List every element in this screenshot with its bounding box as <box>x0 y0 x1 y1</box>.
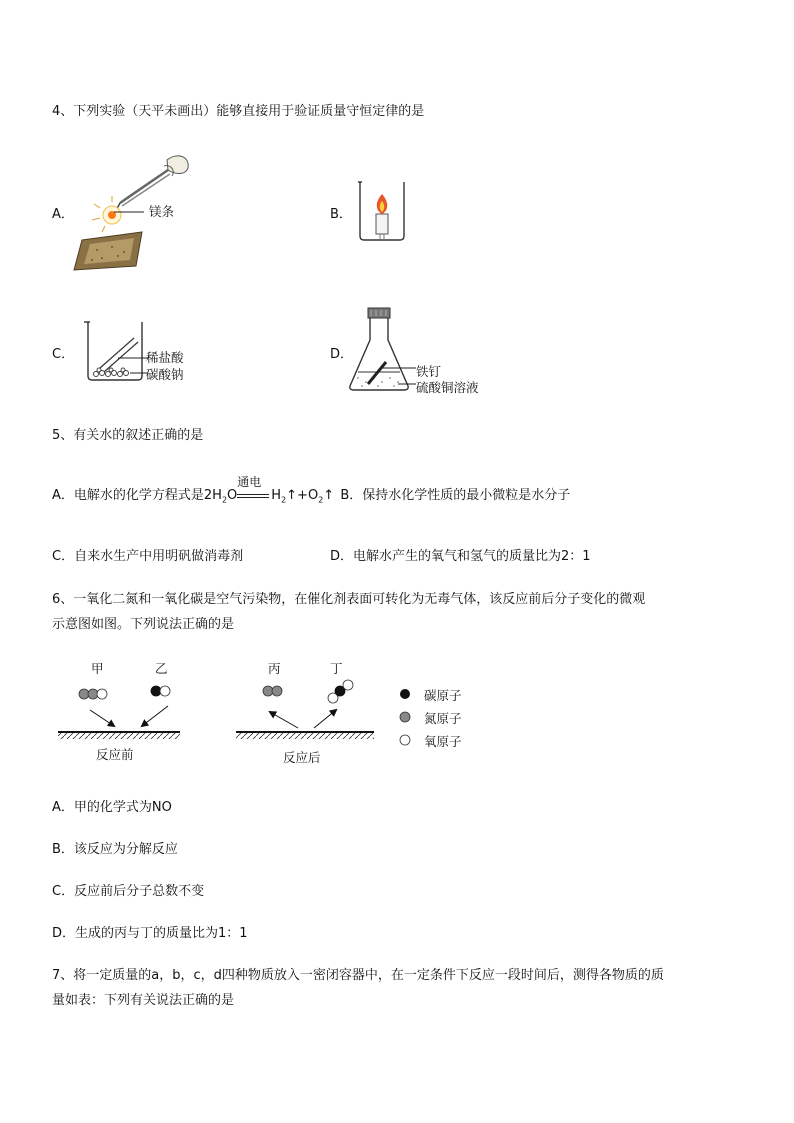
q5-product-h: H <box>271 488 282 503</box>
iron-nail-label: 铁钉 <box>416 364 442 379</box>
q5-sub-1: 2 <box>221 495 228 505</box>
atom-legend-icons <box>398 686 412 750</box>
q7-stem-line-1: 7、将一定质量的a，b，c，d四种物质放入一密闭容器中，在一定条件下反应一段时间后，测得各物质的质 <box>52 968 664 983</box>
q6-option-b: B．该反应为分解反应 <box>52 842 178 857</box>
q5-option-a-prefix: A．电解水的化学方程式是2H <box>52 488 222 503</box>
q6-option-a: A．甲的化学式为NO <box>52 800 172 815</box>
molecule-reaction-diagram <box>52 676 382 742</box>
q5-option-a <box>52 474 571 505</box>
label-before: 反应前 <box>96 747 134 762</box>
legend-carbon: 碳原子 <box>424 688 462 703</box>
magnesium-burning-figure <box>72 148 202 273</box>
legend-nitrogen: 氮原子 <box>424 711 462 726</box>
q5-stem: 5、有关水的叙述正确的是 <box>52 428 204 443</box>
condition-text: 通电 <box>237 474 262 489</box>
q4-option-a-letter: A． <box>52 207 74 222</box>
reaction-condition <box>237 474 271 503</box>
q6-option-d: D．生成的丙与丁的质量比为1：1 <box>52 926 248 941</box>
label-bing: 丙 <box>268 661 281 676</box>
q4-option-c-letter: C． <box>52 347 75 362</box>
q5-sub-2: 2 <box>281 495 287 505</box>
q4-stem: 4、下列实验（天平未画出）能够直接用于验证质量守恒定律的是 <box>52 104 425 119</box>
label-jia: 甲 <box>91 661 104 676</box>
nitrogen-atom-icon <box>400 712 410 722</box>
condition-line-2 <box>237 497 269 498</box>
q6-stem-line-1: 6、一氧化二氮和一氧化碳是空气污染物，在催化剂表面可转化为无毒气体，该反应前后分子变化的微观 <box>52 592 646 607</box>
carbon-atom-icon <box>400 689 410 699</box>
q4-option-b-letter: B． <box>330 207 352 222</box>
q6-option-c: C．反应前后分子总数不变 <box>52 884 205 899</box>
q5-gas-arrow: ↑ <box>323 488 335 503</box>
hydrochloric-acid-label: 稀盐酸 <box>146 350 184 365</box>
condition-line-1 <box>237 494 269 495</box>
copper-sulfate-label: 硫酸铜溶液 <box>416 380 479 395</box>
q4-option-d-letter: D． <box>330 347 354 362</box>
q5-water-o: O <box>227 488 238 503</box>
label-yi: 乙 <box>155 661 168 676</box>
q5-sub-3: 2 <box>318 495 324 505</box>
label-after: 反应后 <box>283 750 321 765</box>
candle-beaker-figure <box>356 178 408 244</box>
magnesium-label: 镁条 <box>149 204 175 219</box>
q5-option-b: B．保持水化学性质的最小微粒是水分子 <box>340 488 571 503</box>
oxygen-atom-icon <box>400 735 410 745</box>
q5-option-c: C．自来水生产中用明矾做消毒剂 <box>52 549 244 564</box>
q5-product-o: ↑+O <box>286 488 319 503</box>
legend-oxygen: 氧原子 <box>424 734 462 749</box>
q6-stem-line-2: 示意图如图。下列说法正确的是 <box>52 617 235 632</box>
q5-option-d: D．电解水产生的氧气和氢气的质量比为2：1 <box>330 549 591 564</box>
q7-stem-line-2: 量如表：下列有关说法正确的是 <box>52 993 235 1008</box>
acid-carbonate-beaker-figure <box>78 318 150 384</box>
iron-nail-flask-figure <box>346 306 416 396</box>
label-ding: 丁 <box>330 661 343 676</box>
sodium-carbonate-label: 碳酸钠 <box>146 367 184 382</box>
